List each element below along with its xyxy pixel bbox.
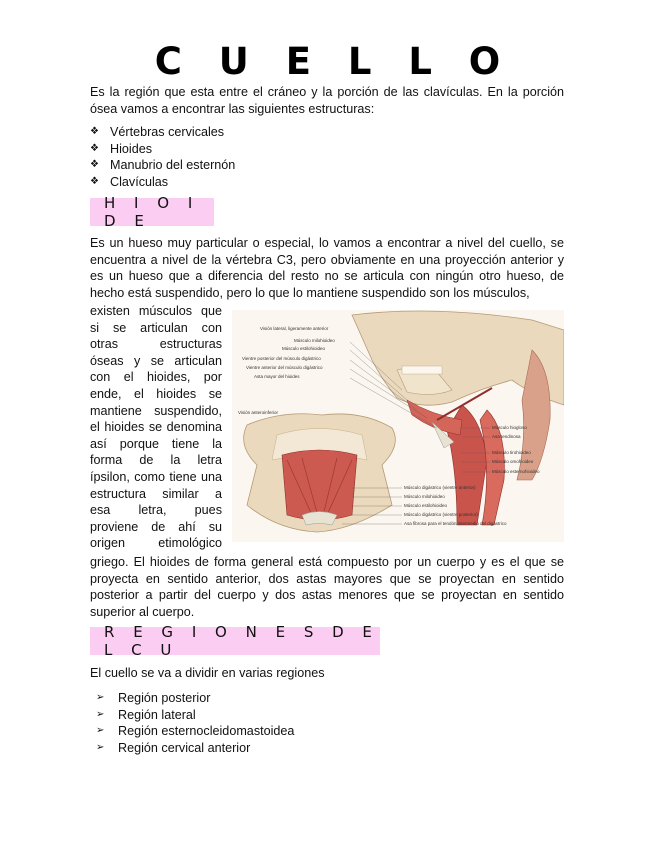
arrow-bullet-icon: ➢ <box>96 692 105 703</box>
arrow-bullet-icon: ➢ <box>96 708 105 720</box>
figure-label: Asa fibrosa para el tendón intermedio del digástrico <box>404 521 507 526</box>
list-item: ➢ Región cervical anterior <box>96 741 251 756</box>
anatomy-figure-svg <box>232 310 564 542</box>
figure-label: Vientre anterior del músculo digástrico <box>246 365 323 370</box>
intro-paragraph: Es la región que esta entre el cráneo y la porción de las clavículas. En la porción ósea vamos a encontrar las siguientes estructuras: <box>90 85 564 116</box>
figure-label: Músculo esternohioideo <box>492 469 540 474</box>
hioide-paragraph-bottom: griego. El hioides de forma general está compuesto por un cuerpo y es el que se proyecta en sentido anterior, dos astas mayores que se proyectan en sentido posterior a partir del cuerpo y dos astas menores que se proyectan en sentido superior al cuerpo. <box>90 555 564 619</box>
diamond-bullet-icon: ❖ <box>90 142 99 154</box>
hioide-wrapped-text: existen músculos que si se articulan con otras estructuras óseas y se articulan con el hioides, por ende, el hioides se mantiene suspendido, el hioides se denomina así porque tiene la forma de la letra ípsilon, como tiene una estructura similar a esa letra, pues proviene de ahí su origen etimológico <box>90 304 222 551</box>
figure-label: Músculo hiogloso <box>492 425 527 430</box>
figure-label: Músculo tirohioideo <box>492 450 531 455</box>
diamond-bullet-icon: ❖ <box>90 176 99 188</box>
list-item: ➢ Región posterior <box>96 691 211 705</box>
figure-label-lateral: Visión lateral, ligeramente anterior <box>260 326 329 331</box>
figure-label: Músculo estilohioideo <box>404 503 448 508</box>
figure-label: Músculo digástrico (vientre posterior) <box>404 512 478 517</box>
figure-label: Músculo omohioideo <box>492 459 534 464</box>
list-item: ➢ Región esternocleidomastoidea <box>96 724 295 739</box>
figure-label: Asa tendinosa <box>492 434 521 439</box>
arrow-bullet-icon: ➢ <box>96 725 105 737</box>
regiones-intro: El cuello se va a dividir en varias regiones <box>90 666 325 680</box>
figure-label: Músculo milohioideo <box>294 338 335 343</box>
figure-label: Vientre posterior del músculo digástrico <box>242 356 321 361</box>
section-heading-regiones: R E G I O N E S D E L C U <box>90 627 380 655</box>
figure-label: Músculo milohioideo <box>404 494 445 499</box>
hyoid-muscles-illustration <box>232 310 564 542</box>
section-heading-hioide: H I O I D E <box>90 198 214 226</box>
structures-list <box>90 124 235 191</box>
diamond-bullet-icon: ❖ <box>90 126 99 137</box>
list-item: ➢ Región lateral <box>96 707 196 722</box>
list-item: ❖ Vértebras cervicales <box>90 125 225 139</box>
regions-list <box>96 690 294 757</box>
hioide-paragraph-top: Es un hueso muy particular o especial, lo vamos a encontrar a nivel del cuello, se encuentra a nivel de la vértebra C3, pero obviamente en una proyección anterior y es un hueso que a diferencia del resto no se articula con ningún otro hueso, de hecho está suspendido, pero lo que lo mantiene suspendido son los músculos, <box>90 236 564 300</box>
figure-label-inferior: Visión anteroinferior <box>238 410 278 415</box>
list-item: ❖ Clavículas <box>90 175 169 190</box>
diamond-bullet-icon: ❖ <box>90 159 99 171</box>
list-item: ❖ Hioides <box>90 141 152 156</box>
figure-label: Músculo digástrico (vientre anterior) <box>404 485 476 490</box>
list-item: ❖ Manubrio del esternón <box>90 158 236 173</box>
figure-label: Asta mayor del hioides <box>254 374 300 379</box>
arrow-bullet-icon: ➢ <box>96 742 105 754</box>
figure-label: Músculo estilohioideo <box>282 346 326 351</box>
page-title: C U E L L O <box>154 40 513 83</box>
